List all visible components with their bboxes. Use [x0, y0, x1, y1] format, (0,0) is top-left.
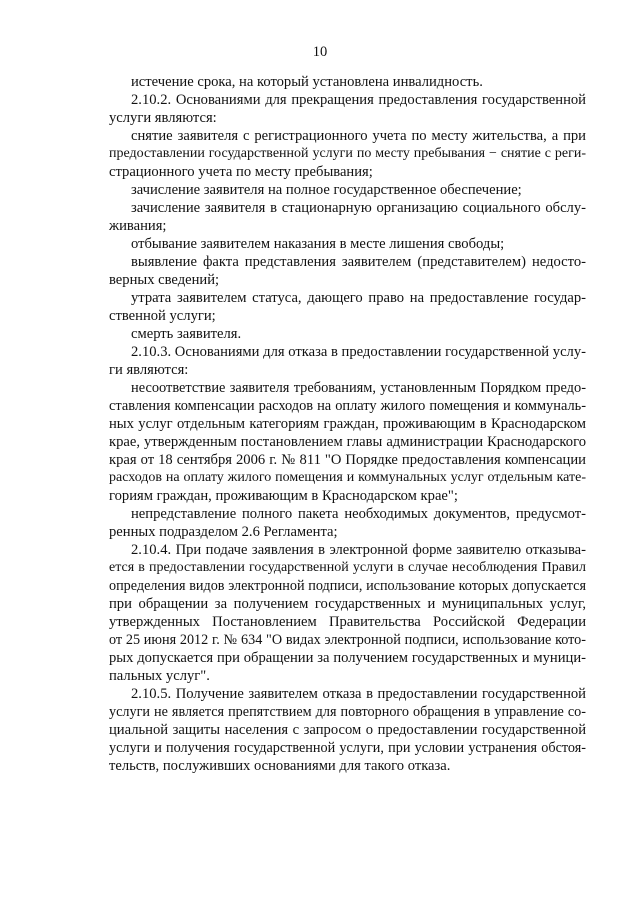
text-line: при обращении за получением государственных и муниципальных услуг,	[109, 596, 586, 612]
text-line: гориям граждан, проживающим в Краснодарском крае";	[109, 488, 458, 504]
text-line: непредставление полного пакета необходимых документов, предусмот-	[131, 506, 586, 522]
text-line: пальных услуг".	[109, 668, 210, 684]
text-line: истечение срока, на который установлена инвалидность.	[131, 74, 483, 90]
text-line: ги являются:	[109, 362, 189, 378]
text-line: ется в предоставлении государственной услуги в случае несоблюдения Правил	[109, 560, 586, 575]
text-line: смерть заявителя.	[131, 326, 242, 342]
text-line: выявление факта представления заявителем (представителем) недосто-	[131, 254, 586, 270]
text-line: зачисление заявителя в стационарную организацию социального обслу-	[131, 200, 586, 216]
text-line: услуги являются:	[109, 110, 217, 126]
text-line: услуги и получения государственной услуги, при условии устранения обстоя-	[109, 740, 586, 756]
text-line: крае, утвержденным постановлением главы администрации Краснодарского	[109, 434, 586, 450]
text-line: отбывание заявителем наказания в месте лишения свободы;	[131, 236, 505, 252]
text-line: несоответствие заявителя требованиям, установленным Порядком предо-	[131, 380, 586, 396]
text-line: циальной защиты населения с запросом о предоставлении государственной	[109, 722, 586, 738]
document-body	[109, 73, 586, 775]
text-line: ственной услуги;	[109, 308, 216, 324]
text-line: верных сведений;	[109, 272, 220, 288]
text-line: страционного учета по месту пребывания;	[109, 164, 373, 180]
text-line: определения видов электронной подписи, использование которых допускается	[109, 578, 586, 594]
text-line: 2.10.2. Основаниями для прекращения предоставления государственной	[131, 92, 586, 108]
text-line: от 25 июня 2012 г. № 634 "О видах электронной подписи, использование кото-	[109, 632, 586, 648]
text-line: 2.10.3. Основаниями для отказа в предоставлении государственной услу-	[131, 344, 586, 360]
text-line: живания;	[109, 218, 167, 234]
text-line: 2.10.5. Получение заявителем отказа в предоставлении государственной	[131, 686, 586, 702]
text-line: ренных подразделом 2.6 Регламента;	[109, 524, 338, 540]
page-number: 10	[312, 44, 328, 60]
text-line: услуги не является препятствием для повторного обращения в управление со-	[109, 704, 586, 720]
text-line: ных услуг отдельным категориям граждан, проживающим в Краснодарском	[109, 416, 586, 432]
text-line: тельств, послуживших основаниями для такого отказа.	[109, 758, 451, 774]
text-line: предоставлении государственной услуги по месту пребывания − снятие с реги-	[109, 146, 586, 161]
text-line: снятие заявителя с регистрационного учета по месту жительства, а при	[131, 128, 586, 144]
text-line: края от 18 сентября 2006 г. № 811 "О Порядке предоставления компенсации	[109, 452, 586, 468]
text-line: рых допускается при обращении за получением государственных и муници-	[109, 650, 586, 666]
text-line: утвержденных Постановлением Правительства Российской Федерации	[109, 614, 586, 630]
text-line: расходов на оплату жилого помещения и коммунальных услуг отдельным кате-	[109, 470, 586, 485]
text-line: утрата заявителем статуса, дающего право на предоставление государ-	[131, 290, 586, 306]
text-line: 2.10.4. При подаче заявления в электронной форме заявителю отказыва-	[131, 542, 586, 558]
text-line: ставления компенсации расходов на оплату жилого помещения и коммуналь-	[109, 398, 586, 414]
text-line: зачисление заявителя на полное государственное обеспечение;	[131, 182, 522, 198]
